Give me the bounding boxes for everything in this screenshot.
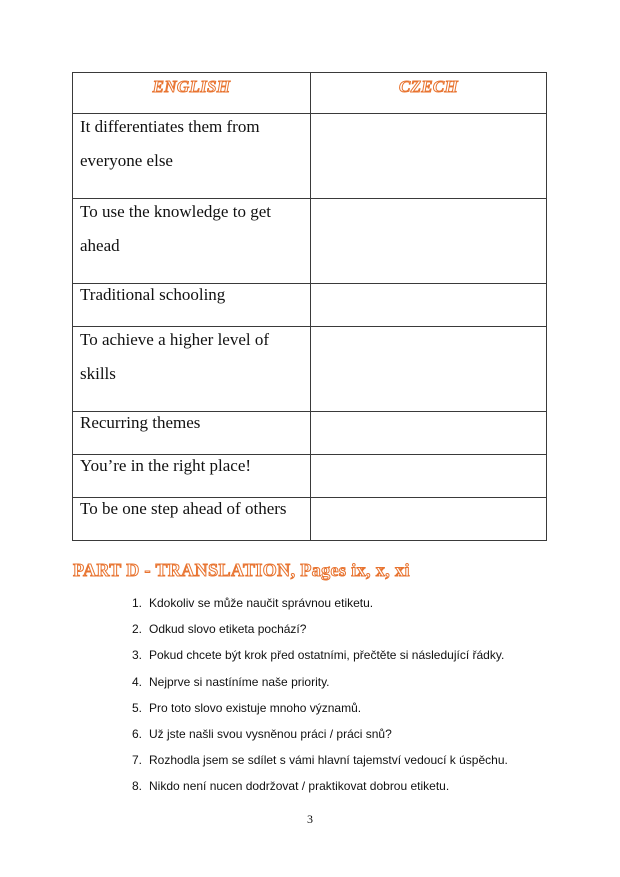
sentence-number: 7. <box>131 753 142 768</box>
page-number: 3 <box>307 812 313 826</box>
english-cell: You’re in the right place! <box>73 455 311 498</box>
list-item <box>0 701 620 727</box>
czech-column-header: CZECH <box>311 73 547 114</box>
sentence-text: Odkud slovo etiketa pochází? <box>149 622 307 637</box>
list-item <box>0 779 620 805</box>
part-d-heading: PART D - TRANSLATION, Pages ix, x, xi <box>73 560 410 580</box>
sentence-text: Nejprve si nastíníme naše priority. <box>149 674 330 689</box>
english-cell: To be one step ahead of others <box>73 498 311 541</box>
sentence-number: 3. <box>131 648 142 663</box>
sentence-number: 6. <box>131 726 142 741</box>
english-column-header: ENGLISH <box>73 73 311 114</box>
czech-cell[interactable] <box>311 327 547 412</box>
sentence-text: Už jste našli svou vysněnou práci / práci snů? <box>149 726 392 741</box>
sentence-number: 8. <box>131 779 142 794</box>
sentence-text: Kdokoliv se může naučit správnou etiketu. <box>149 596 374 610</box>
vocabulary-table <box>72 72 547 541</box>
sentence-number: 5. <box>131 700 142 715</box>
list-item <box>0 675 620 701</box>
english-cell: It differentiates them from everyone else <box>73 114 311 199</box>
sentence-text: Nikdo není nucen dodržovat / praktikovat dobrou etiketu. <box>149 779 450 794</box>
sentence-text: Pro toto slovo existuje mnoho významů. <box>149 700 362 715</box>
list-item <box>0 727 620 753</box>
sentence-text: Pokud chcete být krok před ostatními, přečtěte si následující řádky. <box>149 648 505 663</box>
table-row <box>73 199 547 284</box>
list-item <box>0 596 620 622</box>
english-cell: Traditional schooling <box>73 284 311 327</box>
translation-sentence-list <box>0 596 620 806</box>
sentence-number: 4. <box>131 674 142 689</box>
english-cell: Recurring themes <box>73 412 311 455</box>
list-item <box>0 648 620 674</box>
list-item <box>0 753 620 779</box>
czech-cell[interactable] <box>311 114 547 199</box>
table-row <box>73 327 547 412</box>
czech-cell[interactable] <box>311 199 547 284</box>
english-cell: To achieve a higher level of skills <box>73 327 311 412</box>
czech-cell[interactable] <box>311 455 547 498</box>
list-item <box>0 622 620 648</box>
table-row <box>73 114 547 199</box>
sentence-number: 2. <box>131 622 142 637</box>
czech-cell[interactable] <box>311 284 547 327</box>
czech-cell[interactable] <box>311 498 547 541</box>
english-cell: To use the knowledge to get ahead <box>73 199 311 284</box>
sentence-number: 1. <box>131 596 142 610</box>
table-row <box>73 498 547 541</box>
sentence-text: Rozhodla jsem se sdílet s vámi hlavní tajemství vedoucí k úspěchu. <box>149 753 508 768</box>
czech-cell[interactable] <box>311 412 547 455</box>
